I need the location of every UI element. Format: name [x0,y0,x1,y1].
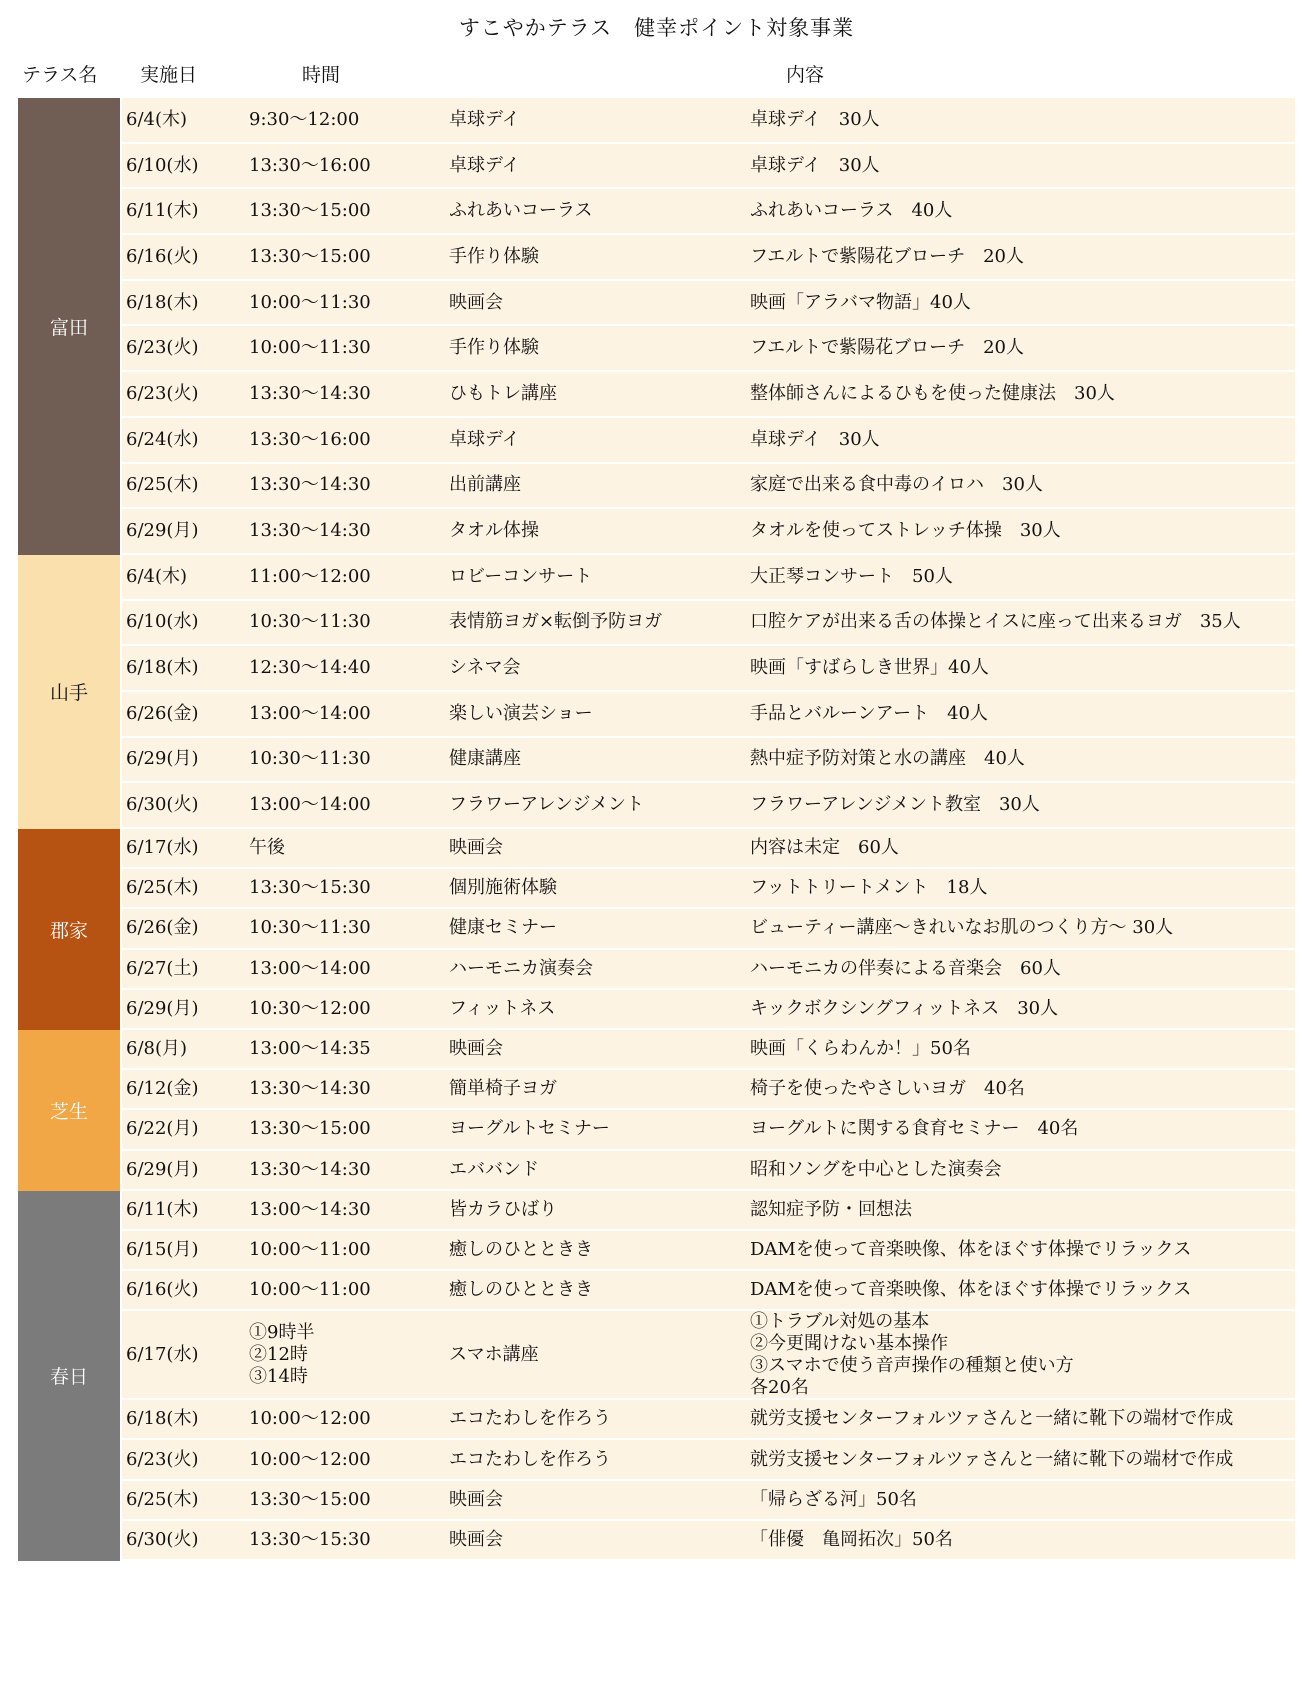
date-cell: 6/29(月) [126,1158,199,1180]
event-cell: 映画会 [449,837,503,859]
header-content: 内容 [786,64,825,86]
content-cell [750,1311,1295,1399]
content-cell: 卓球デイ 30人 [750,428,880,450]
event-cell: 映画会 [449,1528,503,1550]
date-cell: 6/30(火) [126,794,199,816]
date-cell: 6/29(月) [126,748,199,770]
content-cell: ハーモニカの伴奏による音楽会 60人 [750,957,1061,979]
table-row [122,738,1295,784]
time-cell: 13:30～16:00 [249,428,371,450]
content-cell: 内容は未定 60人 [750,837,899,859]
time-cell: 13:30～15:00 [249,1488,371,1510]
event-cell: 卓球デイ [449,154,520,176]
event-cell: エババンド [449,1158,539,1180]
table-row [122,555,1295,601]
event-cell: 出前講座 [449,474,521,496]
table-row [122,990,1295,1030]
event-cell: 癒しのひとときき [449,1238,593,1260]
content-cell-line: 各20名 [750,1376,809,1398]
event-cell: ひもトレ講座 [449,382,557,404]
content-cell: 映画「アラバマ物語」40人 [750,291,971,313]
terrace-group [18,98,1295,555]
content-cell: 映画「すばらしき世界」40人 [750,657,989,679]
table-row [122,601,1295,647]
event-cell: エコたわしを作ろう [449,1408,611,1430]
time-cell: 10:30～11:30 [249,917,371,939]
event-cell: ヨーグルトセミナー [449,1118,610,1140]
event-cell: 健康セミナー [449,917,557,939]
event-cell: フラワーアレンジメント [449,794,644,816]
table-row [122,1030,1295,1070]
event-cell: 表情筋ヨガ×転倒予防ヨガ [449,611,663,633]
date-cell: 6/26(金) [126,702,199,724]
content-cell: ヨーグルトに関する食育セミナー 40名 [750,1118,1079,1140]
event-cell: 簡単椅子ヨガ [449,1078,557,1100]
content-cell: 手品とバルーンアート 40人 [750,702,989,724]
date-cell: 6/30(火) [126,1528,199,1550]
event-cell: 卓球デイ [449,428,520,450]
event-cell: 癒しのひとときき [449,1279,593,1301]
content-cell: 就労支援センターフォルツァさんと一緒に靴下の端材で作成 [750,1408,1234,1430]
date-cell: 6/23(火) [126,337,199,359]
content-cell: フエルトで紫陽花ブローチ 20人 [750,245,1025,267]
content-cell: DAMを使って音楽映像、体をほぐす体操でリラックス [750,1238,1192,1260]
content-cell: 熱中症予防対策と水の講座 40人 [750,748,1025,770]
date-cell: 6/18(木) [126,657,199,679]
time-cell: 10:00～11:00 [249,1238,371,1260]
time-cell: 13:30～14:30 [249,520,371,542]
time-cell: 13:30～14:30 [249,1078,371,1100]
table-row [122,1231,1295,1271]
date-cell: 6/22(月) [126,1118,199,1140]
time-cell: 13:30～14:30 [249,1158,371,1180]
event-cell: フィットネス [449,997,556,1019]
time-cell: 10:30～12:00 [249,997,371,1019]
page-title: すこやかテラス 健幸ポイント対象事業 [458,16,855,40]
time-cell: 10:00～11:00 [249,1279,371,1301]
event-cell: ハーモニカ演奏会 [449,957,593,979]
time-cell: 13:30～16:00 [249,154,371,176]
content-cell-line: ①トラブル対処の基本 [750,1310,930,1332]
header-terrace: テラス名 [22,64,98,86]
event-cell: シネマ会 [449,657,521,679]
terrace-group [18,829,1295,1030]
content-cell: DAMを使って音楽映像、体をほぐす体操でリラックス [750,1279,1192,1301]
table-row [122,235,1295,281]
event-cell: 映画会 [449,1038,503,1060]
event-cell: 個別施術体験 [449,877,557,899]
terrace-group [18,1030,1295,1191]
schedule-table [18,98,1295,1561]
content-cell: 就労支援センターフォルツァさんと一緒に靴下の端材で作成 [750,1448,1234,1470]
event-cell: 手作り体験 [449,337,539,359]
time-cell-line: ①9時半 [249,1321,315,1343]
date-cell: 6/4(木) [126,108,188,130]
content-cell: 口腔ケアが出来る舌の体操とイスに座って出来るヨガ 35人 [750,611,1241,633]
table-row [122,1521,1295,1561]
content-cell: フラワーアレンジメント教室 30人 [750,794,1040,816]
time-cell: 10:30～11:30 [249,748,371,770]
content-cell-line: ③スマホで使う音声操作の種類と使い方 [750,1354,1074,1376]
table-row [122,418,1295,464]
event-cell: 健康講座 [449,748,521,770]
event-cell: 手作り体験 [449,245,539,267]
table-row [122,1481,1295,1521]
terrace-group [18,1191,1295,1561]
date-cell: 6/15(月) [126,1238,199,1260]
time-cell: 13:30～15:30 [249,1528,371,1550]
time-cell: 10:30～11:30 [249,611,371,633]
date-cell: 6/8(月) [126,1038,188,1060]
table-row [122,1070,1295,1110]
date-cell: 6/25(木) [126,1488,199,1510]
content-cell: キックボクシングフィットネス 30人 [750,997,1059,1019]
content-cell: ビューティー講座～きれいなお肌のつくり方～ 30人 [750,917,1174,939]
time-cell: 10:00～12:00 [249,1448,371,1470]
table-row [122,950,1295,990]
content-cell: ふれあいコーラス 40人 [750,200,953,222]
time-cell: 13:30～15:00 [249,1118,371,1140]
date-cell: 6/17(水) [126,837,199,859]
table-row [122,281,1295,327]
event-cell: タオル体操 [449,520,539,542]
date-cell: 6/18(木) [126,1408,199,1430]
date-cell: 6/10(水) [126,611,199,633]
date-cell: 6/29(月) [126,997,199,1019]
time-cell-line: ③14時 [249,1365,308,1387]
content-cell: 「俳優 亀岡拓次」50名 [750,1528,953,1550]
table-row [122,1440,1295,1480]
terrace-name: 郡家 [18,829,120,1030]
time-cell: 13:00～14:00 [249,957,371,979]
time-cell: 13:30～15:30 [249,877,371,899]
table-row [122,869,1295,909]
time-cell: 13:30～14:30 [249,382,371,404]
date-cell: 6/17(水) [126,1343,199,1365]
time-cell: 13:00～14:00 [249,702,371,724]
content-cell: 卓球デイ 30人 [750,108,880,130]
table-row [122,909,1295,949]
date-cell: 6/25(木) [126,877,199,899]
table-row [122,1110,1295,1150]
table-row [122,1400,1295,1440]
content-cell: 椅子を使ったやさしいヨガ 40名 [750,1078,1025,1100]
event-cell: 皆カラひばり [449,1198,557,1220]
date-cell: 6/24(水) [126,428,199,450]
event-cell: エコたわしを作ろう [449,1448,611,1470]
date-cell: 6/29(月) [126,520,199,542]
table-row [122,692,1295,738]
terrace-name: 山手 [18,555,120,829]
date-cell: 6/11(木) [126,200,199,222]
time-cell: 11:00～12:00 [249,565,371,587]
time-cell: 13:30～14:30 [249,474,371,496]
terrace-name: 芝生 [18,1030,120,1191]
content-cell: タオルを使ってストレッチ体操 30人 [750,520,1061,542]
time-cell [249,1322,449,1388]
event-cell: ふれあいコーラス [449,200,593,222]
date-cell: 6/25(木) [126,474,199,496]
table-row [122,1191,1295,1231]
content-cell: 大正琴コンサート 50人 [750,565,953,587]
date-cell: 6/23(火) [126,382,199,404]
terrace-group [18,555,1295,829]
table-row [122,1271,1295,1311]
time-cell: 10:00～11:30 [249,337,371,359]
table-row [122,1151,1295,1191]
table-row [122,829,1295,869]
table-row [122,464,1295,510]
event-cell: 映画会 [449,291,503,313]
content-cell: 整体師さんによるひもを使った健康法 30人 [750,382,1115,404]
date-cell: 6/4(木) [126,565,188,587]
date-cell: 6/26(金) [126,917,199,939]
event-cell: 卓球デイ [449,108,520,130]
date-cell: 6/23(火) [126,1448,199,1470]
date-cell: 6/27(土) [126,957,199,979]
content-cell-line: ②今更聞けない基本操作 [750,1332,948,1354]
date-cell: 6/18(木) [126,291,199,313]
table-row [122,1311,1295,1400]
date-cell: 6/12(金) [126,1078,199,1100]
terrace-name: 富田 [18,98,120,555]
table-row [122,646,1295,692]
content-cell: 家庭で出来る食中毒のイロハ 30人 [750,474,1043,496]
time-cell: 午後 [249,837,285,859]
date-cell: 6/16(火) [126,245,199,267]
time-cell: 12:30～14:40 [249,657,371,679]
content-cell: フットトリートメント 18人 [750,877,988,899]
header-time: 時間 [302,64,341,86]
table-row [122,783,1295,829]
terrace-name: 春日 [18,1191,120,1561]
date-cell: 6/11(木) [126,1198,199,1220]
date-cell: 6/16(火) [126,1279,199,1301]
time-cell: 10:00～12:00 [249,1408,371,1430]
content-cell: 認知症予防・回想法 [750,1198,912,1220]
content-cell: 映画「くらわんか！」50名 [750,1038,971,1060]
time-cell: 13:00～14:00 [249,794,371,816]
content-cell: 卓球デイ 30人 [750,154,880,176]
table-row [122,326,1295,372]
time-cell: 9:30～12:00 [249,108,360,130]
event-cell: 映画会 [449,1488,503,1510]
time-cell: 13:00～14:35 [249,1038,371,1060]
table-row [122,189,1295,235]
table-row [122,144,1295,190]
time-cell-line: ②12時 [249,1343,308,1365]
event-cell: ロビーコンサート [449,565,593,587]
event-cell: スマホ講座 [449,1343,539,1365]
event-cell: 楽しい演芸ショー [449,702,593,724]
table-row [122,372,1295,418]
content-cell: 昭和ソングを中心とした演奏会 [750,1158,1002,1180]
table-row [122,509,1295,555]
content-cell: フエルトで紫陽花ブローチ 20人 [750,337,1025,359]
time-cell: 13:30～15:00 [249,245,371,267]
time-cell: 13:30～15:00 [249,200,371,222]
content-cell: 「帰らざる河」50名 [750,1488,917,1510]
table-row [122,98,1295,144]
date-cell: 6/10(水) [126,154,199,176]
time-cell: 13:00～14:30 [249,1198,371,1220]
time-cell: 10:00～11:30 [249,291,371,313]
header-date: 実施日 [140,64,198,86]
